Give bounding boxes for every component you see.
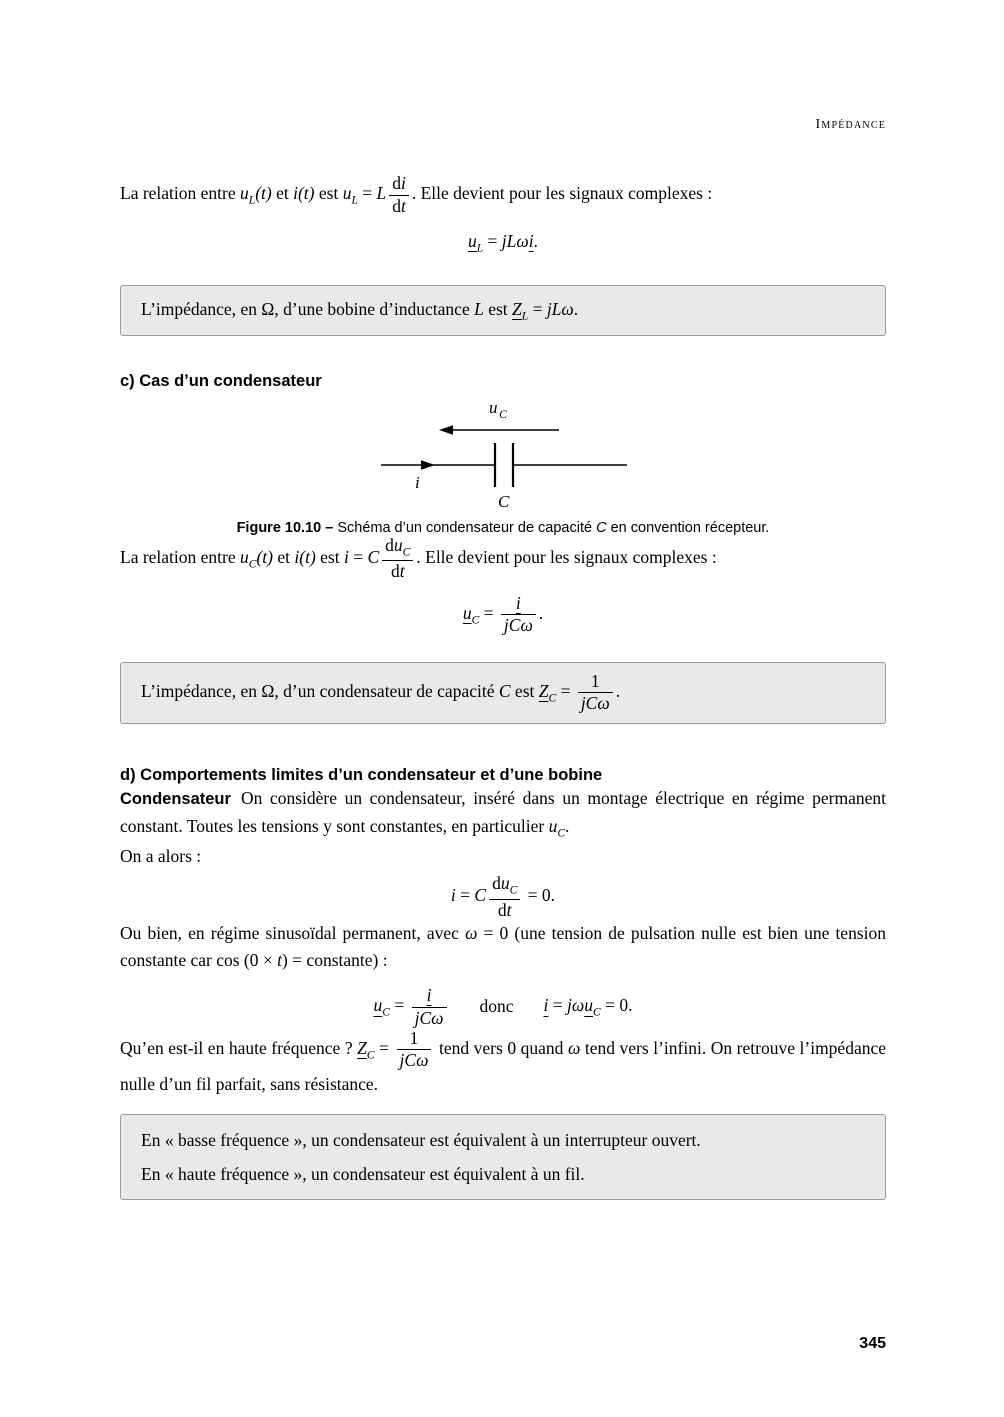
fraction-numerator: 1 [590, 670, 600, 691]
math-sub-C: C [593, 1007, 601, 1019]
label-voltage-sub-C: C [499, 406, 508, 421]
math-d: d [492, 873, 501, 894]
math-var-u: u [500, 873, 510, 894]
text-run: La relation entre [120, 183, 241, 204]
text-run: Ou bien, en régime sinusoïdal permanent, avec [120, 923, 466, 944]
fraction-1-over-jComega [578, 672, 613, 714]
paragraph-capacitor-relation [120, 536, 886, 582]
text-run: Qu’en est-il en haute fréquence ? [120, 1037, 358, 1058]
math-equals: = [389, 995, 409, 1016]
paragraph-lead-condensateur: Condensateur [120, 790, 231, 809]
fraction-di-dt [389, 174, 409, 216]
text-run: . [565, 815, 570, 836]
math-var-i-complex: i [543, 995, 549, 1016]
math-period: . [615, 680, 621, 701]
fraction-denominator [389, 195, 409, 217]
math-period: . [538, 602, 544, 623]
math-equals: = [548, 995, 568, 1016]
math-var-Z-complex: Z [512, 298, 522, 319]
fraction-numerator [389, 174, 409, 195]
math-var-u: u [548, 815, 558, 836]
math-Omega: Ω [261, 680, 275, 701]
text-run: . Elle devient pour les signaux complexes : [411, 183, 713, 204]
math-equals: = [455, 885, 475, 906]
math-sub-C: C [509, 884, 518, 897]
paragraph-on-a-alors [120, 843, 886, 870]
fraction-1-over-jComega [397, 1029, 432, 1071]
paragraph-ou-bien [120, 920, 886, 974]
text-run: = 0 (une tension de pulsation nulle est bien une tension constante car cos (0 × [120, 923, 886, 971]
capacitor-schematic [353, 399, 653, 511]
math-jomega: jω [567, 995, 585, 1016]
math-var-i: i [343, 546, 349, 567]
figure-caption-separator: – [321, 519, 338, 536]
figure-caption [120, 520, 886, 536]
math-sub-L: L [476, 242, 484, 255]
text-run: ) = constante) : [281, 950, 388, 971]
text-run: , d’une bobine d’inductance [274, 298, 475, 319]
label-capacitance-C: C [498, 491, 510, 511]
text-run: L’impédance, en [141, 680, 262, 701]
figure-caption-label: Figure 10.10 [236, 519, 322, 536]
math-var-u-complex: u [462, 602, 472, 623]
math-var-u-complex: u [373, 995, 383, 1016]
math-Omega: Ω [261, 298, 275, 319]
math-equals: = [357, 183, 377, 204]
math-var-i: i [400, 173, 406, 193]
fraction-numerator [382, 536, 413, 560]
math-equals-zero: = 0. [523, 885, 556, 906]
rule-line-basse-frequence: En « basse fréquence », un condensateur est équivalent à un interrupteur ouvert. [141, 1129, 701, 1150]
paragraph-haute-frequence [120, 1029, 886, 1098]
math-d: d [392, 173, 401, 193]
math-var-u: u [240, 183, 249, 204]
math-equals: = [479, 602, 498, 623]
fraction-denominator [489, 899, 520, 921]
fraction-i-over-jComega [412, 986, 447, 1028]
equation-capacitor-complex [120, 594, 886, 636]
figure-caption-text: en convention récepteur. [606, 519, 770, 536]
text-run: tend vers 0 quand [434, 1037, 568, 1058]
current-arrow-head [421, 460, 435, 470]
fraction-denominator [382, 560, 413, 582]
math-var-i-of-t: i(t) [293, 183, 315, 204]
math-d: d [392, 195, 401, 216]
page-content [120, 0, 886, 1200]
fraction-denominator: jCω [412, 1007, 447, 1029]
math-sub-C: C [557, 827, 566, 840]
voltage-arrow-head [439, 425, 453, 435]
math-var-omega: ω [465, 923, 478, 944]
text-run: est [483, 298, 513, 319]
math-jLomega: jLω [546, 298, 574, 319]
math-var-u-complex: u [584, 995, 593, 1016]
math-equals: = [348, 546, 368, 567]
fraction-denominator: jCω [501, 614, 536, 636]
math-period: . [573, 298, 579, 319]
math-var-C: C [596, 519, 607, 536]
math-equals-zero: = 0. [600, 995, 633, 1016]
text-run: On considère un condensateur, inséré dans un montage électrique en régime permanent constant. Toutes les tensions y sont constantes, en particulier [120, 788, 886, 836]
label-current-i: i [415, 472, 420, 492]
rule-box-capacitor-impedance [120, 662, 886, 724]
label-voltage-u: u [489, 398, 498, 417]
heading-comportements-limites: d) Comportements limites d’un condensateur et d’une bobine [120, 766, 603, 785]
math-equals: = [483, 231, 502, 252]
math-var-Z-complex: Z [357, 1037, 367, 1058]
rule-line-haute-frequence: En « haute fréquence », un condensateur est équivalent à un fil. [141, 1164, 585, 1185]
math-equals: = [556, 680, 575, 701]
text-run: L’impédance, en [141, 298, 262, 319]
math-var-t: t [400, 195, 406, 216]
fraction-duC-dt [382, 536, 413, 582]
rule-box-frequency-limits [120, 1114, 886, 1200]
math-sub-C: C [382, 1007, 390, 1019]
math-var-t: t [399, 561, 405, 582]
math-var-C: C [498, 680, 511, 701]
math-sub-C: C [402, 546, 411, 559]
math-sub-L: L [351, 194, 358, 207]
math-var-i-complex: i [528, 231, 534, 252]
fraction-denominator: jCω [578, 692, 613, 714]
math-d: d [390, 561, 400, 582]
heading-cas-condensateur: c) Cas d’un condensateur [120, 371, 322, 390]
text-donc: donc [479, 995, 514, 1016]
math-d: d [497, 899, 507, 920]
math-var-L: L [376, 183, 387, 204]
fraction-numerator [489, 874, 520, 898]
figure-caption-text: Schéma d’un condensateur de capacité [337, 519, 597, 536]
math-sub-C: C [548, 692, 557, 705]
math-paren-t: (t) [256, 546, 273, 567]
math-var-u-complex: u [468, 231, 477, 252]
equation-inductor-complex [120, 230, 886, 257]
text-run: La relation entre [120, 546, 241, 567]
math-sub-C: C [366, 1049, 375, 1062]
text-run: et [273, 546, 295, 567]
text-run: et [271, 183, 294, 204]
fraction-i-over-jComega [501, 594, 536, 636]
text-run: est [314, 183, 343, 204]
math-var-i: i [450, 885, 456, 906]
page-number: 345 [859, 1335, 886, 1352]
math-var-L: L [474, 298, 484, 319]
running-header-text: Impédance [815, 117, 886, 132]
paragraph-inductor-relation [120, 174, 886, 216]
fraction-denominator: jCω [397, 1049, 432, 1071]
fraction-numerator [501, 594, 536, 615]
equation-uc-donc-i-zero [120, 986, 886, 1028]
math-d: d [385, 534, 394, 555]
text-run: est [510, 680, 539, 701]
rule-box-inductor-impedance [120, 285, 886, 336]
math-var-t: t [277, 950, 282, 971]
math-equals: = [528, 298, 547, 319]
math-sub-L: L [248, 194, 256, 207]
figure-capacitor [120, 399, 886, 536]
math-var-omega: ω [567, 1037, 581, 1058]
math-sub-C: C [248, 558, 257, 571]
math-period: . [533, 231, 538, 252]
math-var-u: u [393, 534, 403, 555]
math-var-Z-complex: Z [538, 680, 549, 701]
math-var-u: u [240, 546, 249, 567]
math-jLomega: jLω [501, 231, 529, 252]
text-run: est [315, 546, 344, 567]
fraction-duC-dt [489, 874, 520, 920]
text-run: , d’un condensateur de capacité [274, 680, 499, 701]
math-var-i-complex: i [515, 592, 521, 613]
equation-i-equals-zero [120, 874, 886, 920]
fraction-numerator [412, 986, 447, 1007]
math-sub-L: L [521, 310, 529, 323]
paragraph-condensateur-limites [120, 785, 886, 843]
math-paren-t: (t) [255, 183, 272, 204]
math-var-u: u [342, 183, 352, 204]
text-run: tend vers l’infini. On retrouve l’impédance nulle d’un fil parfait, sans résistance. [120, 1037, 887, 1094]
math-var-i-complex: i [426, 985, 432, 1006]
math-sub-C: C [471, 614, 480, 627]
math-var-i-of-t: i(t) [294, 546, 316, 567]
text-run: . Elle devient pour les signaux complexes : [416, 546, 717, 567]
text-run: On a alors : [120, 846, 202, 866]
math-var-t: t [506, 899, 512, 920]
math-equals: = [374, 1037, 394, 1058]
fraction-numerator: 1 [409, 1027, 419, 1048]
math-var-C: C [367, 546, 380, 567]
math-var-C: C [474, 885, 487, 906]
